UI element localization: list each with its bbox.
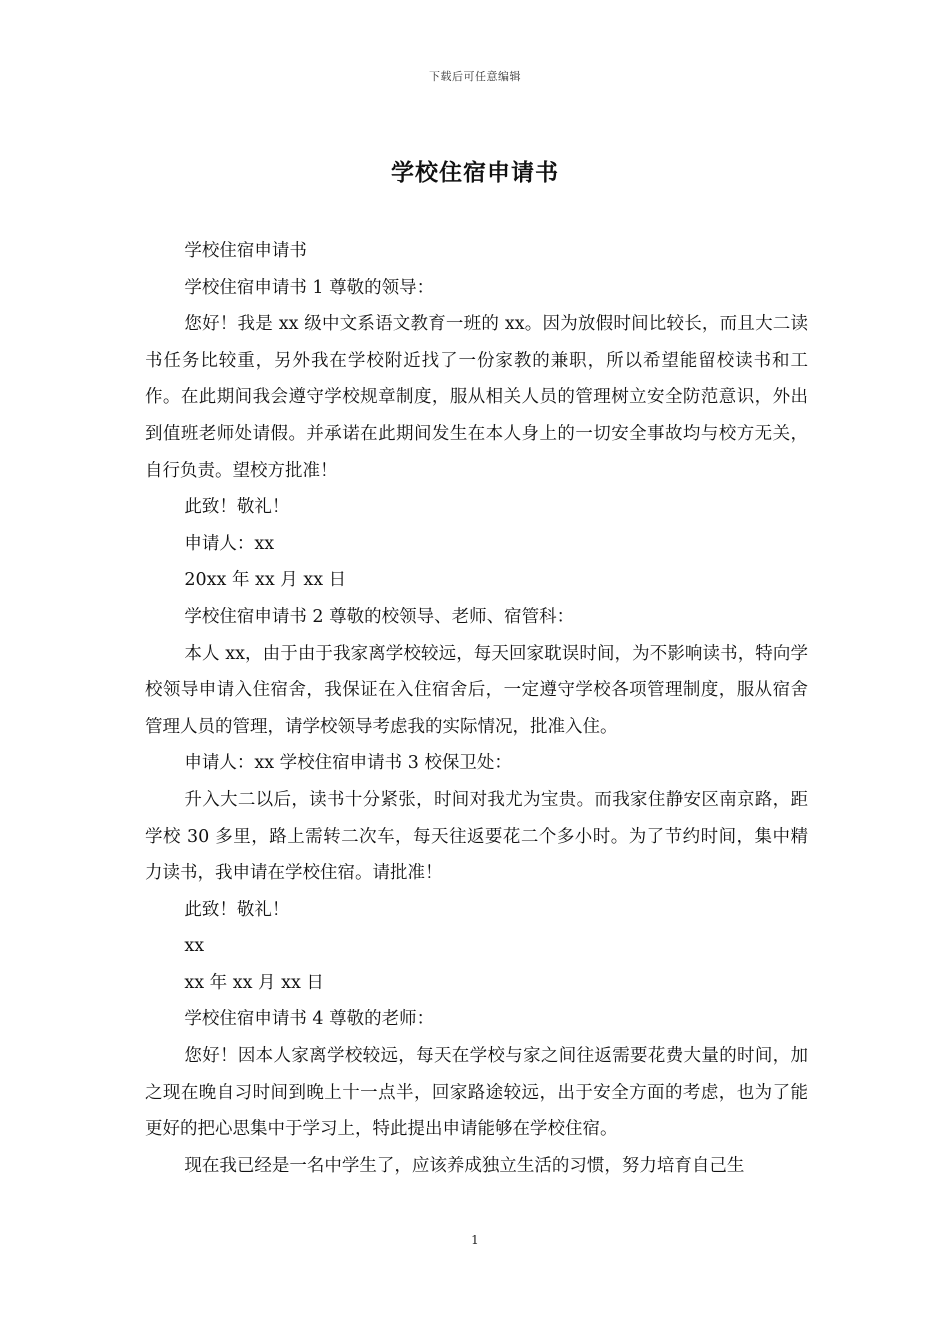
body-paragraph: 学校住宿申请书 (184, 241, 307, 261)
body-paragraph: 学校住宿申请书 2 尊敬的校领导、老师、宿管科： (184, 606, 575, 627)
page-number: 1 (471, 1233, 479, 1247)
body-paragraph: 申请人：xx (184, 533, 275, 554)
body-paragraph: 升入大二以后，读书十分紧张，时间对我尤为宝贵。而我家住静安区南京路，距学校 30 多里，路上需转二次车，每天往返要花二个多小时。为了节约时间，集中精力读书，我申请在学校住宿。请批准！ (145, 789, 808, 884)
document-body (145, 233, 808, 1184)
body-paragraph: 此致！敬礼！ (184, 899, 290, 920)
body-paragraph: 现在我已经是一名中学生了，应该养成独立生活的习惯，努力培育自己生 (184, 1155, 745, 1176)
body-paragraph: 您好！因本人家离学校较远，每天在学校与家之间往返需要花费大量的时间，加之现在晚自习时间到晚上十一点半，回家路途较远，出于安全方面的考虑，也为了能更好的把心思集中于学习上，特此提出申请能够在学校住宿。 (145, 1046, 808, 1140)
body-paragraph: 此致！敬礼！ (184, 497, 290, 518)
document-title: 学校住宿申请书 (391, 159, 559, 186)
body-paragraph: 申请人：xx 学校住宿申请书 3 校保卫处： (184, 753, 512, 774)
body-paragraph: 本人 xx，由于由于我家离学校较远，每天回家耽误时间，为不影响读书，特向学校领导申请入住宿舍，我保证在入住宿舍后，一定遵守学校各项管理制度，服从宿舍管理人员的管理，请学校领导考虑我的实际情况，批准入住。 (145, 643, 808, 737)
header-note: 下载后可任意编辑 (429, 70, 521, 83)
body-paragraph: 您好！我是 xx 级中文系语文教育一班的 xx。因为放假时间比较长，而且大二读书任务比较重，另外我在学校附近找了一份家教的兼职，所以希望能留校读书和工作。在此期间我会遵守学校规章制度，服从相关人员的管理树立安全防范意识，外出到值班老师处请假。并承诺在此期间发生在本人身上的一切安全事故均与校方无关，自行负责。望校方批准！ (145, 314, 808, 481)
body-paragraph: 学校住宿申请书 1 尊敬的领导： (184, 277, 435, 298)
body-paragraph: 20xx 年 xx 月 xx 日 (184, 570, 347, 591)
body-paragraph: xx (184, 936, 205, 957)
body-paragraph: 学校住宿申请书 4 尊敬的老师： (184, 1009, 435, 1030)
body-paragraph: xx 年 xx 月 xx 日 (184, 972, 324, 993)
